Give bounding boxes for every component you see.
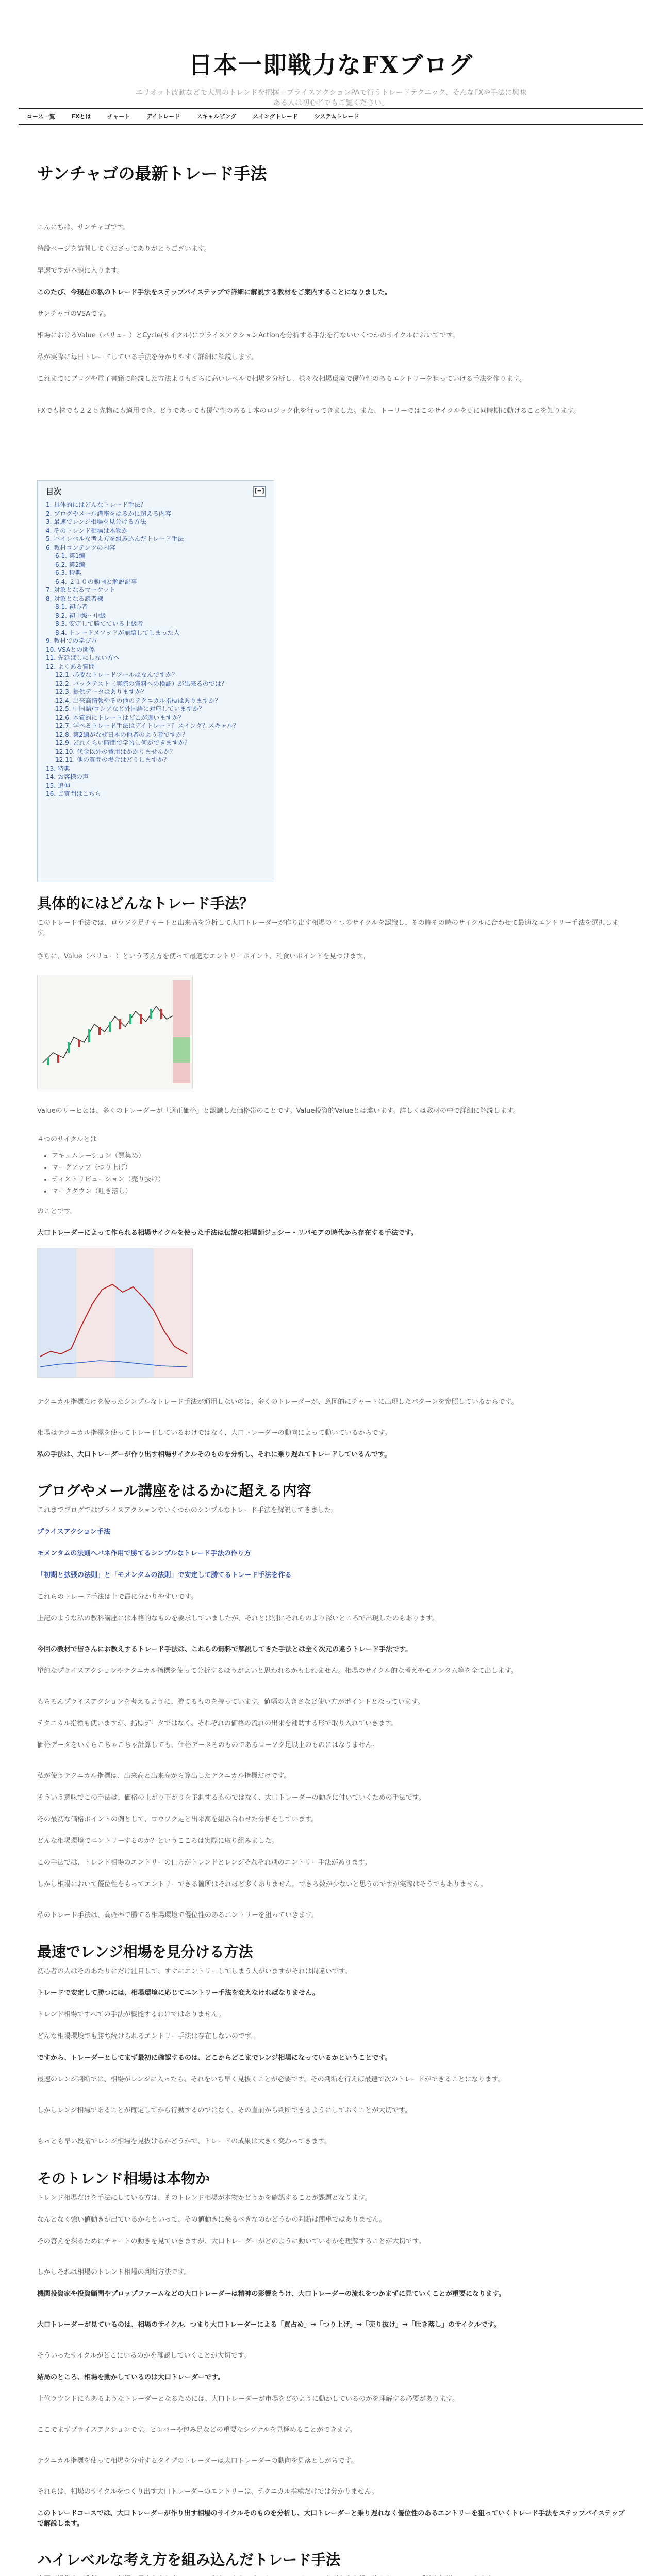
toc-item[interactable]: 13. 特典 [46,765,70,772]
paragraph: トレンド相場ですべての手法が機能するわけではありません。 [37,2011,225,2019]
paragraph: テクニカル指標も使いますが、指標データではなく、それぞれの価格の流れの出来を補助する形で取り入れていきます。 [37,1720,398,1727]
nav-item-system[interactable]: システムトレード [314,113,359,120]
nav-item-chart[interactable]: チャート [107,113,130,120]
paragraph: 大口トレーダーが見ているのは、相場のサイクル、つまり大口トレーダーによる「買占め」→「つり上げ」→「売り抜け」→「吐き落し」のサイクルです。 [37,2321,501,2329]
paragraph: そういったサイクルがどこにいるのかを確認していくことが大切です。 [37,2352,251,2360]
toc-item[interactable]: 12.6. 本質的にトレードはどこが違いますか？ [55,714,185,721]
paragraph: テクニカル指標を使って相場を分析するタイプのトレーダーは大口トレーダーの動向を見落としがちです。 [37,2457,358,2465]
paragraph: 上記のような私の教科講座には本格的なものを要求していましたが、それとは別にそれらのより深いところで出現したのもあります。 [37,1615,439,1622]
toc-title: 目次 [46,487,62,496]
toc-item[interactable]: 1. 具体的にはどんなトレード手法？ [46,501,147,509]
paragraph: しかしそれは相場のトレンド相場の判断方法です。 [37,2268,191,2276]
toc-item[interactable]: 12.8. 第2編がなぜ日本の他者のよう者ですか？ [55,731,188,738]
paragraph: 最速のレンジ判断では、相場がレンジに入ったら、それをいち早く見抜くことが必要です。その判断を行えば最速で次のトレードができることになります。 [37,2076,505,2083]
market-cycle-graphic [38,1248,192,1377]
toc-item[interactable]: 2. ブログやメール講座をはるかに超える内容 [46,510,172,517]
article-link[interactable]: モメンタムの法則へバネ作用で勝てるシンプルなトレード手法の作り方 [37,1550,251,1557]
toc-item[interactable]: 7. 対象となるマーケット [46,586,115,594]
toc-item[interactable]: 9. 教材での学び方 [46,637,97,645]
paragraph: もちろんプライスアクションを考えるように、勝てるものを持っています。値幅の大きさなど使い方がポイントとなっています。 [37,1698,424,1706]
section-heading: そのトレンド相場は本物か [37,2170,210,2187]
paragraph: 初心者の人はそのあたりにだけ注目して、すぐにエントリーしてしまう人がいますがそれは間違いです。 [37,1968,352,1975]
paragraph: ですから、トレーダーとしてまず最初に確認するのは、どこからどこまでレンジ相場になっているかということです。 [37,2054,392,2062]
paragraph: 私が使うテクニカル指標は、出来高と出来高から算出したテクニカル指標だけです。 [37,1772,291,1780]
paragraph: そういう意味でこの手法は、価格の上がり下がりを予測するものではなく、大口トレーダーの動きに付いていくための手法です。 [37,1794,425,1802]
toc-item[interactable]: 14. お客様の声 [46,773,89,781]
toc-item[interactable]: 12.11. 他の質問の場合はどうしますか？ [55,756,170,764]
toc-item[interactable]: 8.2. 初中級〜中級 [55,612,106,619]
section-heading: 具体的にはどんなトレード手法？ [37,895,254,912]
article-link[interactable]: 「初期と拡張の法則」と「モメンタムの法則」で安定して勝てるトレード手法を作る [37,1571,292,1579]
toc-item[interactable]: 8. 対象となる読者様 [46,595,104,602]
intro-text: 特設ページを訪問してくださってありがとうございます。 [37,245,211,253]
intro-text: 相場におけるValue（バリュー）とCycle(サイクル)にプライスアクションActionを分析する手法を行ないいくつかのサイクルにおいてです。 [37,332,459,340]
toc-item[interactable]: 15. 追伸 [46,782,70,789]
paragraph: しかしレンジ相場であることが確定してから行動するのではなく、その直前から判断できるようにしておくことが大切です。 [37,2107,412,2114]
toc-header [46,486,266,497]
nav-item-courses[interactable]: コース一覧 [27,113,55,120]
toc-item[interactable]: 12. よくある質問 [46,663,95,670]
paragraph: どんな相場環境でエントリーするのか？というこころは実際に取り組みました。 [37,1837,278,1845]
paragraph: トレンド相場だけを手法にしている方は、そのトレンド相場が本物かどうかを確認することが課題となります。 [37,2194,372,2202]
intro-text: こんにちは、サンチャゴです。 [37,224,130,231]
paragraph: なんとなく強い値動きが出ているからといって、その値動きに乗るべきなのかどうかの判断は簡単ではありません。 [37,2216,386,2224]
paragraph: その答えを探るためにチャートの動きを見ていきますが、大口トレーダーがどのように動いているかを理解することが大切です。 [37,2238,425,2245]
toc-item[interactable]: 4. そのトレンド相場は本物か [46,527,128,534]
paragraph: しかし相場において優位性をもってエントリーできる箇所はそれほど多くありません。できる数が少ないと思うのですが実際はそうでもありません。 [37,1880,487,1888]
toc-item[interactable]: 8.1. 初心者 [55,603,88,611]
section-heading: 最速でレンジ相場を見分ける方法 [37,1943,253,1960]
paragraph: この手法では、トレンド相場のエントリーの仕方がトレンドとレンジそれぞれ別のエントリー手法があります。 [37,1859,371,1867]
paragraph: 相場はテクニカル指標を使ってトレードしているわけではなく、大口トレーダーの動向によって動いているからです。 [37,1429,391,1437]
paragraph: 私のトレード手法は、高確率で勝てる相場環境で優位性のあるエントリーを狙っていきます。 [37,1911,318,1919]
paragraph: これまでブログではプライスアクションやいくつかのシンプルなトレード手法を解説してきました。 [37,1506,338,1514]
paragraph: 私の手法は、大口トレーダーが作り出す相場サイクルそのものを分析し、それに乗り遅れてトレードしているんです。 [37,1451,391,1459]
article-link[interactable]: プライスアクション手法 [37,1528,110,1536]
toc-list [46,501,266,799]
paragraph: 今回の教材で皆さんにお教えするトレード手法は、これらの無料で解説してきた手法とは全く次元の違うトレード手法です。 [37,1646,412,1653]
main-nav [19,108,643,125]
nav-item-fx[interactable]: FXとは [71,113,91,120]
list-item: • マークダウン（吐き落し） [52,1185,164,1197]
toc-item[interactable]: 8.3. 安定して勝てている上級者 [55,620,143,628]
section-heading: ハイレベルな考え方を組み込んだトレード手法 [37,2551,341,2568]
cycle-list [37,1150,164,1197]
intro-text: 早速ですが本題に入ります。 [37,267,124,275]
toc-item[interactable]: 6.3. 特典 [55,569,81,577]
paragraph: このトレードコースでは、大口トレーダーが作り出す相場のサイクルそのものを分析し、大口トレーダーと乗り遅れなく優位性のあるエントリーを狙っていくトレード手法をステップバイステップで解説します。 [37,2510,625,2528]
section-heading: ブログやメール講座をはるかに超える内容 [37,1482,311,1499]
paragraph: 価格データをいくらこちゃこちゃ計算しても、価格データそのものであるローソク足以上のものにはなりません。 [37,1741,379,1749]
toc-item[interactable]: 12.10. 代金以外の費用はかかりませんか？ [55,748,176,755]
paragraph: さらに、Value（バリュー）という考え方を使って最適なエントリーポイント、利食いポイントを見つけます。 [37,953,370,960]
paragraph: Valueのリーヒとは、多くのトレーダーが「適正価格」と認識した価格帯のことです。Value投資的Valueとは違います。詳しくは教材の中で詳細に解説します。 [37,1107,520,1115]
cycle-chart-image [37,1248,193,1378]
list-item: • ディストリビューション（売り抜け） [52,1174,164,1185]
intro-text: これまでにブログや電子書籍で解説した方法よりもさらに高いレベルで相場を分析し、様々な相場環境で優位性のあるエントリーを狙っていける手法を作ります。 [37,375,526,383]
site-tagline: エリオット波動などで大局のトレンドを把握＋プライスアクションPAで行うトレードテクニック、そんなFXや手法に興味ある人は初心者でもご覧ください。 [135,89,527,107]
paragraph: それらは、相場のサイクルをつくり出す大口トレーダーのエントリーは、テクニカル指標だけでは分かりません。 [37,2488,378,2496]
price-chart-image [37,975,193,1089]
toc-item[interactable]: 6.4. ２１０の動画と解説記事 [55,578,137,585]
toc-item[interactable]: 12.1. 必要なトレードツールはなんですか？ [55,671,178,679]
paragraph: 結局のところ、相場を動かしているのは大口トレーダーです。 [37,2374,224,2381]
toc-item[interactable]: 10. VSAとの関係 [46,646,95,653]
intro-text: 私が実際に毎日トレードしている手法を分かりやすく詳細に解説します。 [37,353,258,361]
toc-item[interactable]: 12.7. 学べるトレード手法はデイトレード？スイング？スキャル？ [55,722,240,730]
toc-item[interactable]: 12.5. 中国語/ロシアなど外国語に対応していますか？ [55,705,205,713]
candlestick-chart-graphic [38,975,192,1089]
paragraph: トレードで安定して勝つには、相場環境に応じてエントリー手法を変えなければなりません。 [37,1989,319,1997]
toc-item[interactable]: 12.4. 出来高情報やその他のテクニカル指標はありますか？ [55,697,221,704]
intro-text: FXでも株でも２２５先物にも適用でき、どうであっても優位性のある１本のロジック化を行ってきました。また、トーリーではこのサイクルを更に同時期に動けることを知ります。 [37,407,581,415]
paragraph: 機関投資家や投資顧問やプロップファームなどの大口トレーダーは精神の影響をうけ、大口トレーダーの流れをつかまずに見ていくことが重要になります。 [37,2290,505,2298]
site-title[interactable]: 日本一即戦力なFXブログ [188,51,474,79]
toc-item[interactable]: 12.9. どれくらい時間で学習し何ができますか？ [55,739,191,747]
toc-item[interactable]: 3. 最速でレンジ相場を見分ける方法 [46,518,146,526]
nav-item-scalping[interactable]: スキャルピング [196,113,237,120]
paragraph: テクニカル指標だけを使ったシンプルなトレード手法が通用しないのは、多くのトレーダーが、意図的にチャートに出現したパターンを参照しているからです。 [37,1398,518,1406]
toc-item[interactable]: 8.4. トレードメソッドが崩壊してしまった人 [55,629,180,636]
article [37,125,625,2576]
nav-item-swing[interactable]: スイングトレード [253,113,298,120]
toc-item[interactable]: 12.2. バックテスト（実際の資料への検証）が出来るのでは？ [55,680,227,687]
list-item: • マークアップ（つり上げ） [52,1162,164,1174]
nav-item-daytrade[interactable]: デイトレード [146,113,180,120]
toc-item[interactable]: 16. ご質問はこちら [46,790,101,798]
paragraph: 単純なプライスアクションやテクニカル指標を使って分析するほうがよいと思われるかもしれません。相場のサイクル的な考えやモメンタム等を全て出します。 [37,1667,518,1675]
toc-item[interactable]: 11. 先延ばしにしない方へ [46,654,120,662]
toc-item[interactable]: 12.3. 提供データはありますか？ [55,688,147,696]
table-of-contents [37,480,274,882]
intro-text: サンチャゴのVSAです。 [37,310,110,318]
site-header [0,0,662,108]
toc-toggle-button[interactable]: [−] [253,486,266,497]
paragraph: どんな相場環境でも勝ち続けられるエントリー手法は存在しないのです。 [37,2032,258,2040]
paragraph: これらのトレード手法は上で最に分かりやすいです。 [37,1593,197,1601]
toc-item[interactable]: 6.1. 第1編 [55,552,86,560]
paragraph: このトレード手法では、ロウソク足チャートと出来高を分析して大口トレーダーが作り出す相場の４つのサイクルを認識し、その時その時のサイクルに合わせて最適なエントリー手法を選択します。 [37,919,619,937]
list-item: • アキュムレーション（買集め） [52,1150,164,1162]
paragraph: ４つのサイクルとは [37,1136,97,1143]
paragraph: 上位ラウンドにもあるようなトレーダーとなるためには、大口トレーダーが市場をどのように動かしているのかを理解する必要があります。 [37,2395,459,2403]
page-title: サンチャゴの最新トレード手法 [37,164,267,183]
paragraph: のことです。 [37,1208,77,1215]
paragraph: 大口トレーダーによって作られる相場サイクルを使った手法は伝説の相場師ジェシー・リバモアの時代から存在する手法です。 [37,1229,418,1237]
toc-item[interactable]: 5. ハイレベルな考え方を組み込んだトレード手法 [46,535,184,543]
intro-text: このたび、今現在の私のトレード手法をステップバイステップで詳細に解説する教材をご案内することになりました。 [37,289,392,296]
paragraph: もっとも早い段階でレンジ相場を見抜けるかどうかで、トレードの成果は大きく変わってきます。 [37,2138,331,2145]
toc-item[interactable]: 6.2. 第2編 [55,561,86,568]
paragraph: ここでまずプライスアクションです。ピンバーや包み足などの重要なシグナルを見極めることができます。 [37,2426,356,2434]
toc-item[interactable]: 6. 教材コンテンツの内容 [46,544,115,551]
paragraph: その最初な価格ポイントの例として、ロウソク足と出来高を組み合わせた分析をしています。 [37,1816,318,1823]
